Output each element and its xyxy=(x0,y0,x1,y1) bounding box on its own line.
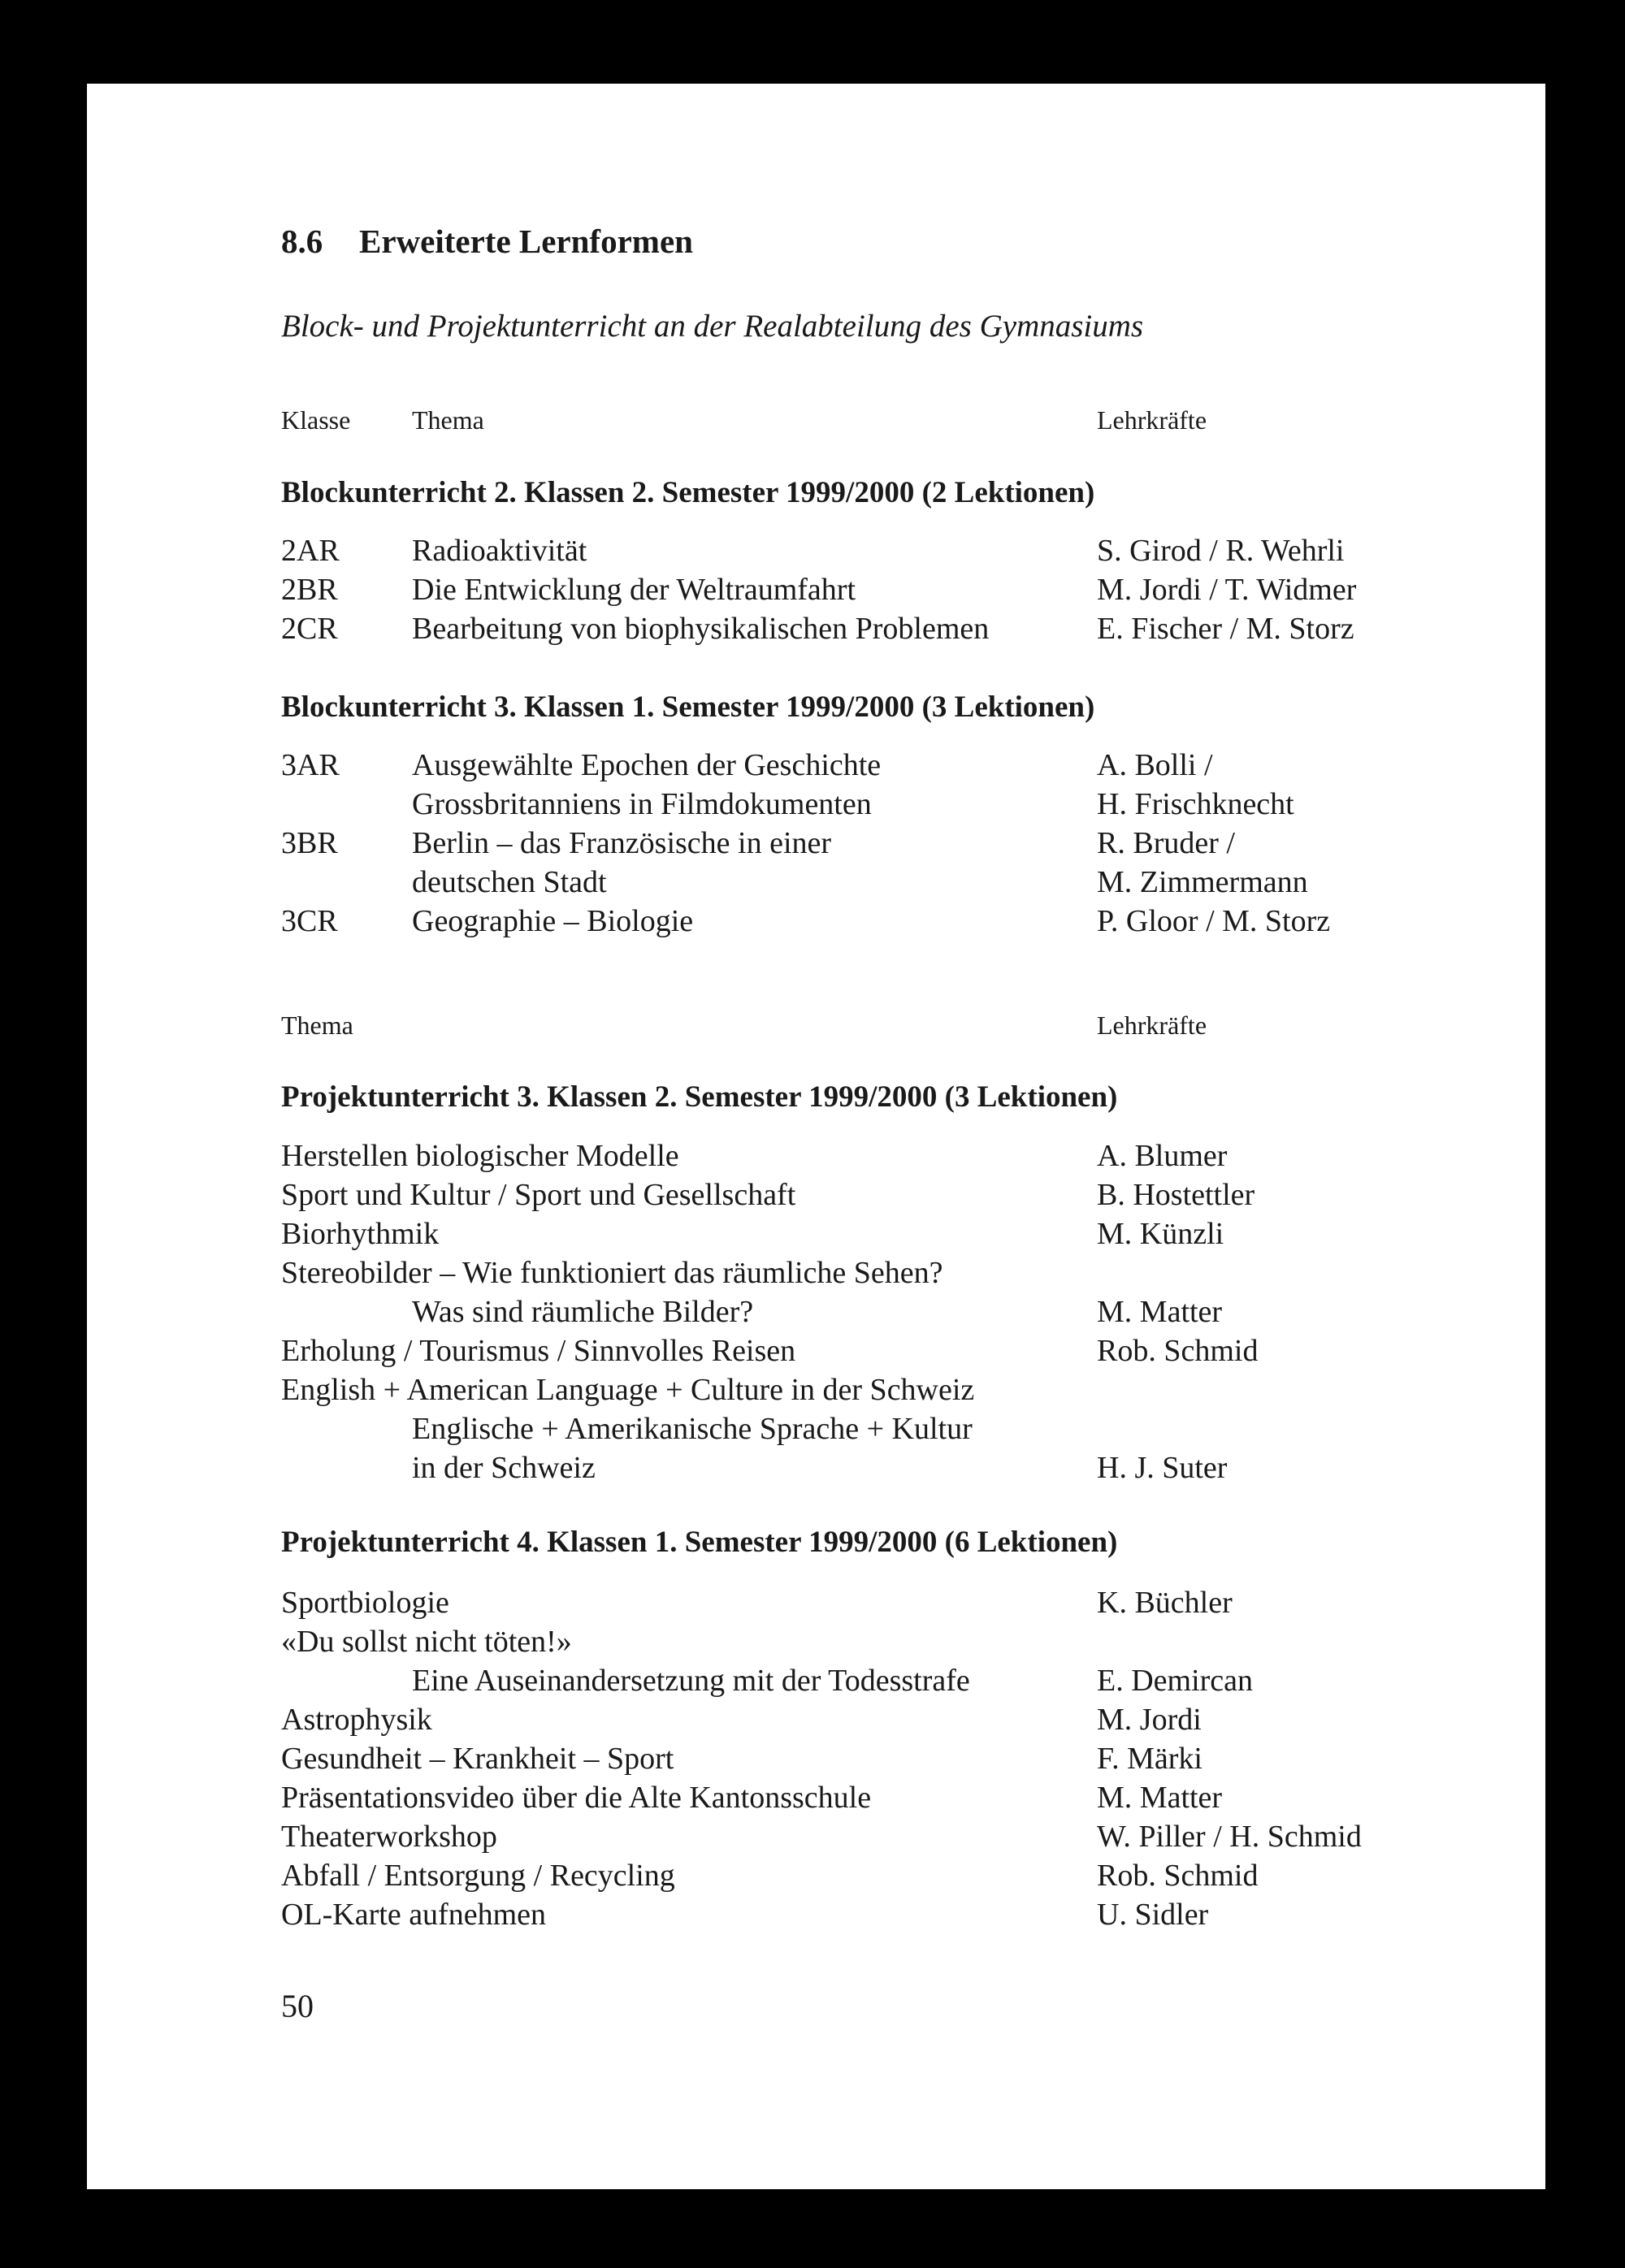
table-cell-thema: Sportbiologie xyxy=(281,1586,449,1620)
table-cell-lehrkraefte: U. Sidler xyxy=(1097,1898,1209,1932)
table-cell-lehrkraefte: H. Frischknecht xyxy=(1097,787,1294,821)
section-heading-projekt4: Projektunterricht 4. Klassen 1. Semester 1999/2000 (6 Lektionen) xyxy=(281,1526,1118,1559)
table-cell-lehrkraefte: S. Girod / R. Wehrli xyxy=(1097,534,1345,568)
column-header-klasse: Klasse xyxy=(281,405,351,435)
table-cell-klasse: 3CR xyxy=(281,904,338,938)
table-cell-lehrkraefte: A. Blumer xyxy=(1097,1139,1228,1173)
page-number: 50 xyxy=(281,1988,314,2024)
table-cell-lehrkraefte: P. Gloor / M. Storz xyxy=(1097,904,1331,938)
table-cell-lehrkraefte: M. Jordi xyxy=(1097,1703,1202,1737)
table-cell-thema: Grossbritanniens in Filmdokumenten xyxy=(412,787,872,821)
table-cell-thema: Radioaktivität xyxy=(412,534,587,568)
table-cell-thema: «Du sollst nicht töten!» xyxy=(281,1625,572,1659)
table-cell-thema: Gesundheit – Krankheit – Sport xyxy=(281,1742,674,1776)
table-cell-lehrkraefte: A. Bolli / xyxy=(1097,748,1213,782)
table-cell-thema: Präsentationsvideo über die Alte Kantonsschule xyxy=(281,1781,872,1815)
section-heading-block3: Blockunterricht 3. Klassen 1. Semester 1999/2000 (3 Lektionen) xyxy=(281,690,1095,724)
table-cell-thema: Theaterworkshop xyxy=(281,1820,497,1854)
table-cell-lehrkraefte: M. Jordi / T. Widmer xyxy=(1097,573,1357,607)
table-cell-lehrkraefte: M. Zimmermann xyxy=(1097,865,1308,899)
table-cell-klasse: 2CR xyxy=(281,612,338,646)
table-cell-thema: OL-Karte aufnehmen xyxy=(281,1898,547,1932)
table-cell-lehrkraefte: K. Büchler xyxy=(1097,1586,1233,1620)
table-cell-lehrkraefte: E. Fischer / M. Storz xyxy=(1097,612,1354,646)
section-number: 8.6 xyxy=(281,223,323,260)
table-cell-klasse: 2AR xyxy=(281,534,340,568)
table-cell-thema: Abfall / Entsorgung / Recycling xyxy=(281,1859,675,1893)
table-cell-thema: English + American Language + Culture in der Schweiz xyxy=(281,1373,975,1407)
table-cell-lehrkraefte: F. Märki xyxy=(1097,1742,1202,1776)
document-page xyxy=(87,84,1545,2189)
subtitle: Block- und Projektunterricht an der Realabteilung des Gymnasiums xyxy=(281,309,1144,344)
table-cell-klasse: 3BR xyxy=(281,826,338,860)
table-cell-lehrkraefte: Rob. Schmid xyxy=(1097,1859,1259,1893)
table-cell-lehrkraefte: E. Demircan xyxy=(1097,1664,1254,1698)
table-cell-thema: Astrophysik xyxy=(281,1703,432,1737)
column-header-lehrkraefte: Lehrkräfte xyxy=(1097,405,1207,435)
column-header-thema: Thema xyxy=(412,405,484,435)
table-cell-thema: Bearbeitung von biophysikalischen Problemen xyxy=(412,612,990,646)
table-cell-thema: Stereobilder – Wie funktioniert das räumliche Sehen? xyxy=(281,1256,943,1290)
table-cell-lehrkraefte: B. Hostettler xyxy=(1097,1178,1255,1212)
table-cell-thema: Die Entwicklung der Weltraumfahrt xyxy=(412,573,856,607)
table-cell-lehrkraefte: R. Bruder / xyxy=(1097,826,1235,860)
table-cell-thema: Englische + Amerikanische Sprache + Kultur xyxy=(412,1412,973,1446)
section-heading-projekt3: Projektunterricht 3. Klassen 2. Semester 1999/2000 (3 Lektionen) xyxy=(281,1080,1118,1114)
table-cell-thema: Sport und Kultur / Sport und Gesellschaft xyxy=(281,1178,796,1212)
table-cell-thema: deutschen Stadt xyxy=(412,865,607,899)
table-cell-lehrkraefte: Rob. Schmid xyxy=(1097,1334,1259,1368)
table-cell-thema: Eine Auseinandersetzung mit der Todesstrafe xyxy=(412,1664,970,1698)
table-cell-thema: Herstellen biologischer Modelle xyxy=(281,1139,679,1173)
table-cell-lehrkraefte: H. J. Suter xyxy=(1097,1451,1228,1485)
table-cell-thema: Was sind räumliche Bilder? xyxy=(412,1295,754,1329)
table-cell-lehrkraefte: W. Piller / H. Schmid xyxy=(1097,1820,1362,1854)
table-cell-thema: Biorhythmik xyxy=(281,1217,440,1251)
table-cell-thema: Berlin – das Französische in einer xyxy=(412,826,832,860)
section-heading-block2: Blockunterricht 2. Klassen 2. Semester 1999/2000 (2 Lektionen) xyxy=(281,476,1095,509)
table-cell-thema: Geographie – Biologie xyxy=(412,904,694,938)
section-title: Erweiterte Lernformen xyxy=(359,223,693,260)
table-cell-lehrkraefte: M. Matter xyxy=(1097,1295,1223,1329)
table-cell-klasse: 2BR xyxy=(281,573,338,607)
table-cell-thema: in der Schweiz xyxy=(412,1451,596,1485)
table-cell-lehrkraefte: M. Künzli xyxy=(1097,1217,1224,1251)
table-cell-klasse: 3AR xyxy=(281,748,340,782)
table-cell-lehrkraefte: M. Matter xyxy=(1097,1781,1223,1815)
table-cell-thema: Erholung / Tourismus / Sinnvolles Reisen xyxy=(281,1334,796,1368)
column-header-lehrkraefte: Lehrkräfte xyxy=(1097,1011,1207,1040)
table-cell-thema: Ausgewählte Epochen der Geschichte xyxy=(412,748,882,782)
column-header-thema: Thema xyxy=(281,1011,353,1040)
